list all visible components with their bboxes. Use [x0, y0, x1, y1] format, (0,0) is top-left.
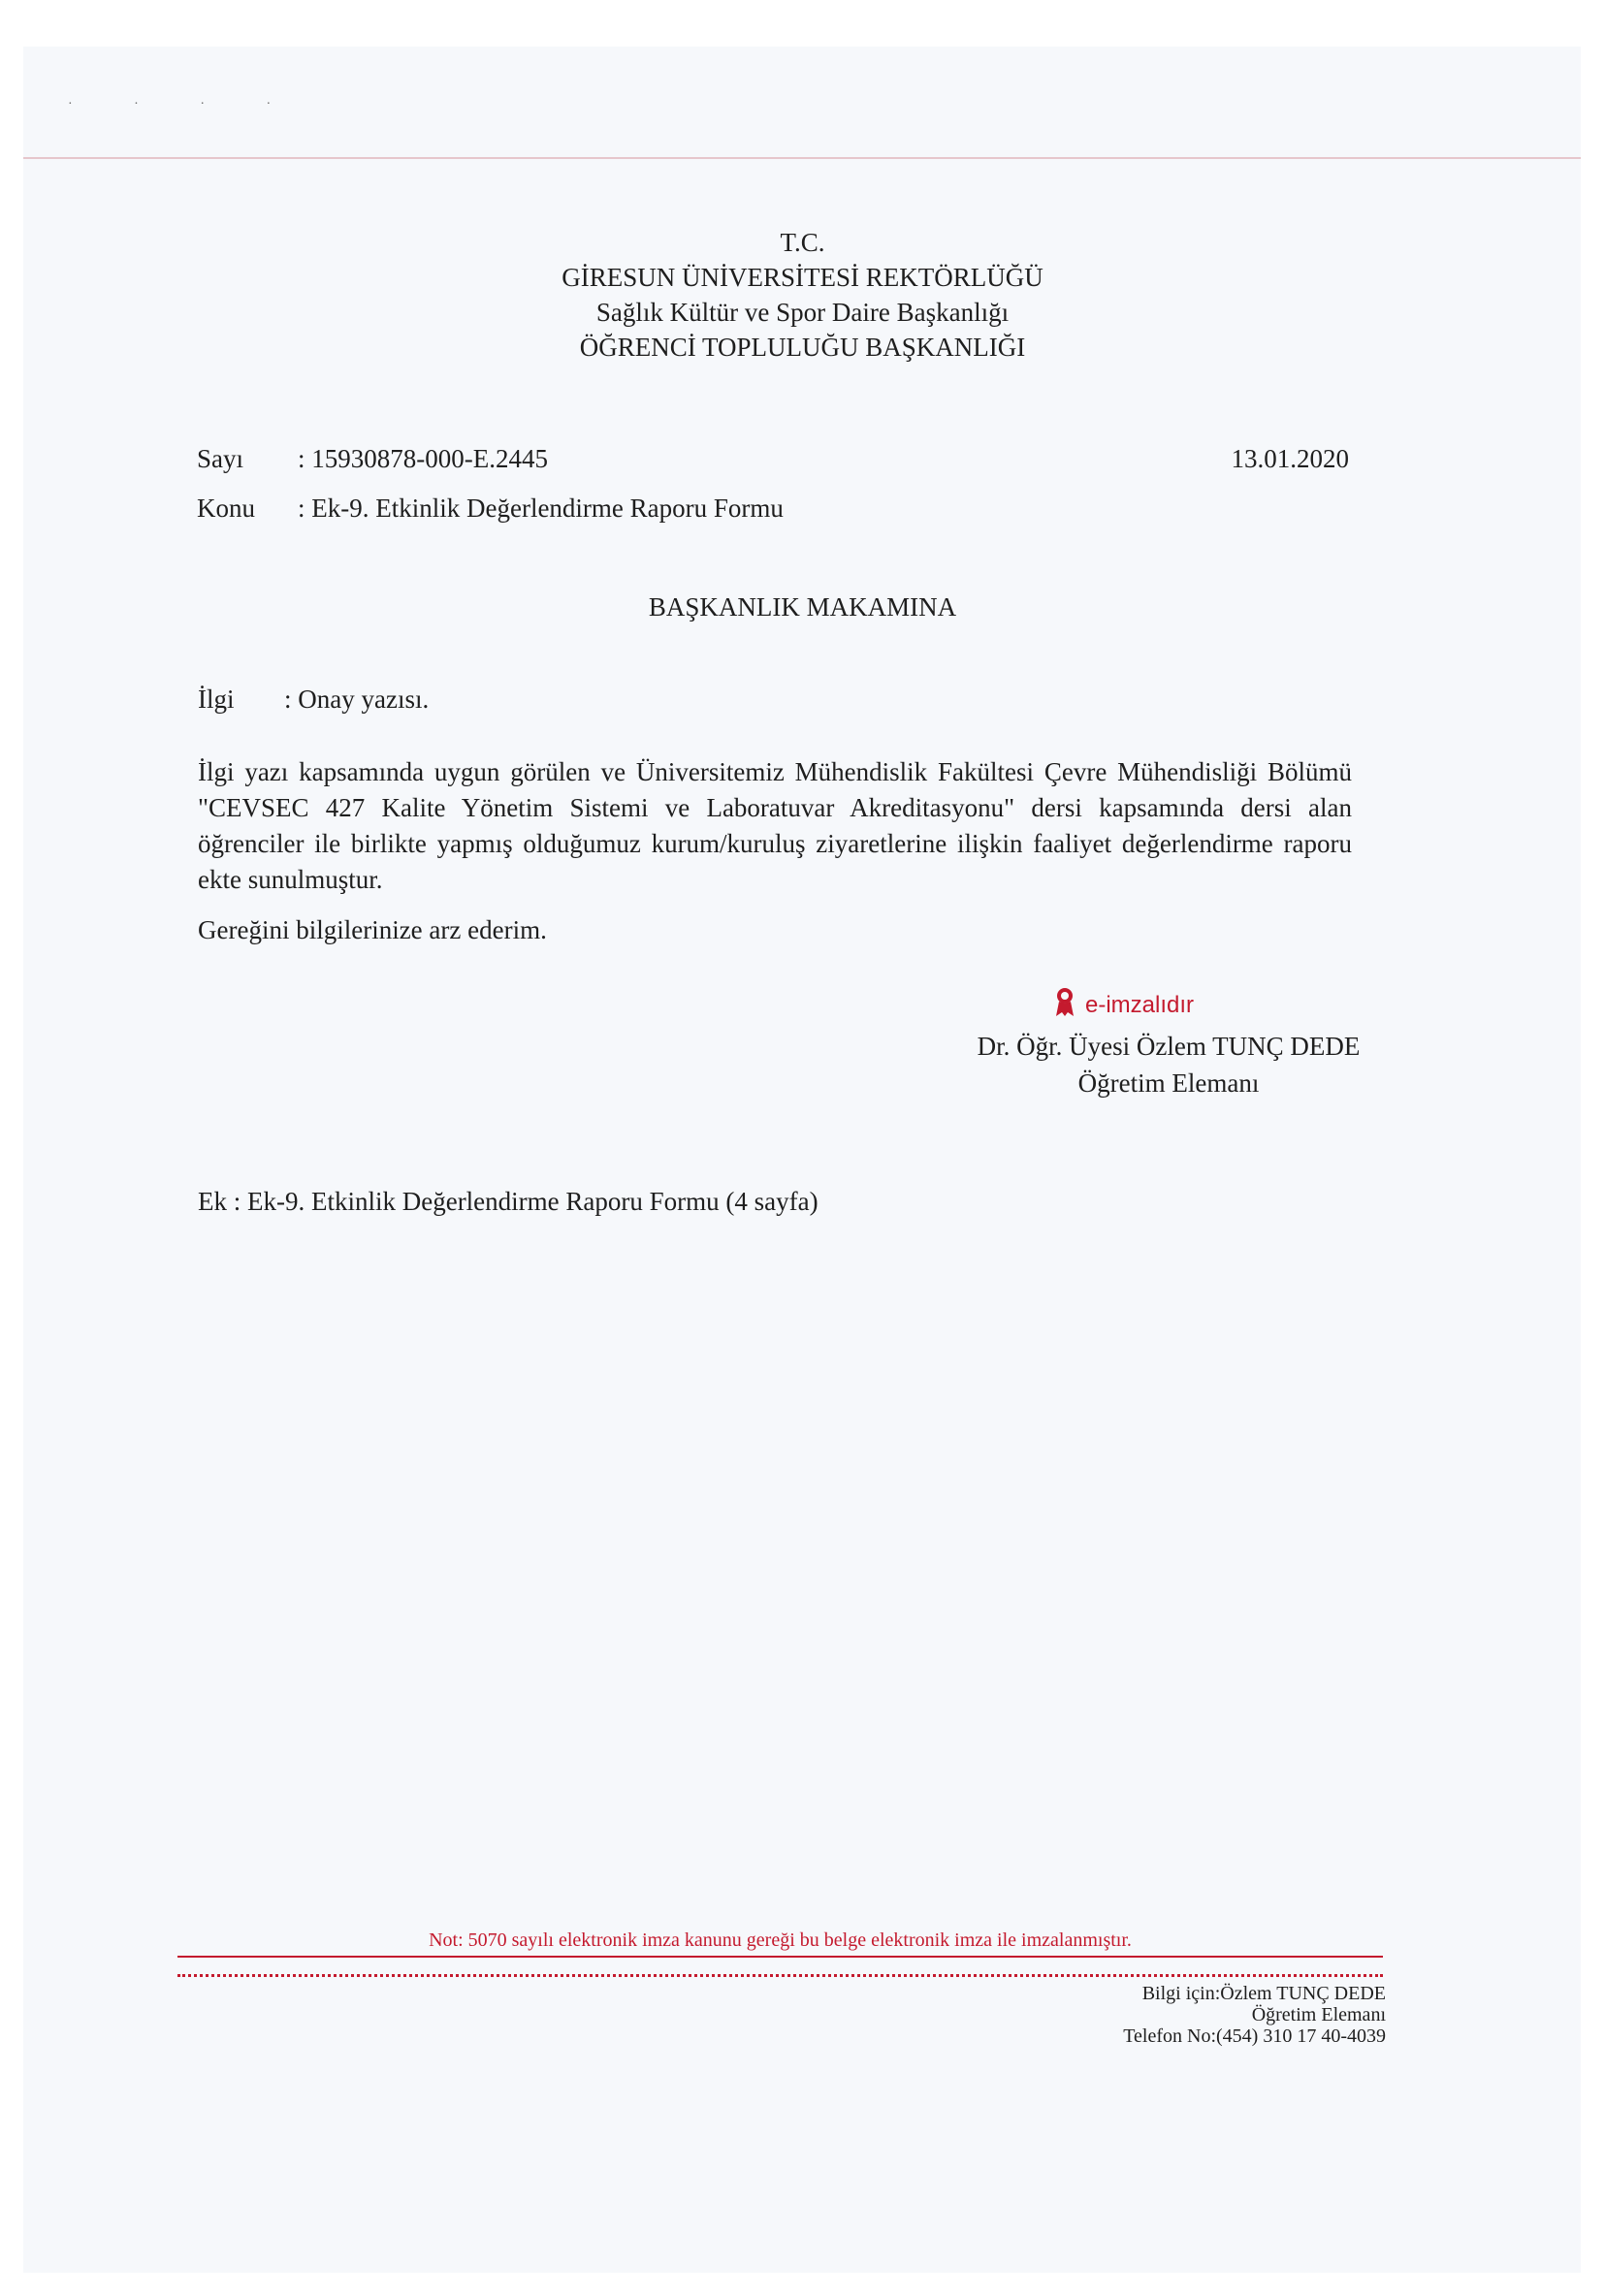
- konu-label: Konu: [197, 494, 255, 523]
- esign-law-note: Not: 5070 sayılı elektronik imza kanunu gereği bu belge elektronik imza ile imzalanmıştır.: [429, 1929, 1132, 1951]
- contact-line-3: Telefon No:(454) 310 17 40-4039: [1123, 2025, 1386, 2047]
- top-divider: [23, 157, 1581, 159]
- letterhead-line-1: T.C.: [780, 228, 825, 257]
- signature-block: [897, 1028, 1440, 1101]
- contact-info: [1123, 1983, 1386, 2047]
- document-date: 13.01.2020: [1231, 444, 1349, 473]
- addressee: BAŞKANLIK MAKAMINA: [648, 592, 957, 622]
- ilgi-label: İlgi: [198, 685, 235, 714]
- ilgi-value: : Onay yazısı.: [284, 685, 430, 714]
- attachment-line: Ek : Ek-9. Etkinlik Değerlendirme Raporu Formu (4 sayfa): [198, 1187, 819, 1216]
- contact-line-2: Öğretim Elemanı: [1251, 2004, 1386, 2025]
- letterhead-line-3: Sağlık Kültür ve Spor Daire Başkanlığı: [595, 298, 1010, 327]
- footer-dotted-rule: [177, 1974, 1383, 1977]
- signer-title: Öğretim Elemanı: [1077, 1068, 1260, 1098]
- letterhead-line-2: GİRESUN ÜNİVERSİTESİ REKTÖRLÜĞÜ: [562, 263, 1043, 292]
- esign-label: e-imzalıdır: [1085, 991, 1195, 1018]
- scan-specks: · · · ·: [68, 97, 301, 112]
- closing-line: Gereğini bilgilerinize arz ederim.: [198, 915, 547, 944]
- signer-name: Dr. Öğr. Üyesi Özlem TUNÇ DEDE: [977, 1032, 1361, 1061]
- body-paragraph: İlgi yazı kapsamında uygun görülen ve Üniversitemiz Mühendislik Fakültesi Çevre Mühendisliği Bölümü "CEVSEC 427 Kalite Yönetim Sistemi ve Laboratuvar Akreditasyonu" dersi kapsamında dersi alan öğrenciler ile birlikte yapmış olduğumuz kurum/kuruluş ziyaretlerine ilişkin faaliyet değerlendirme raporu ekte sunulmuştur.: [198, 757, 1352, 894]
- letterhead: [0, 225, 1605, 365]
- sayi-value: : 15930878-000-E.2445: [298, 444, 548, 473]
- esign-stamp: [1054, 986, 1194, 1024]
- footer-red-rule: [177, 1956, 1383, 1958]
- sayi-label: Sayı: [197, 444, 244, 473]
- contact-line-1: Bilgi için:Özlem TUNÇ DEDE: [1141, 1983, 1386, 2004]
- konu-value: : Ek-9. Etkinlik Değerlendirme Raporu Formu: [298, 494, 784, 523]
- letterhead-line-4: ÖĞRENCİ TOPLULUĞU BAŞKANLIĞI: [579, 333, 1026, 362]
- award-ribbon-icon: [1054, 986, 1075, 1024]
